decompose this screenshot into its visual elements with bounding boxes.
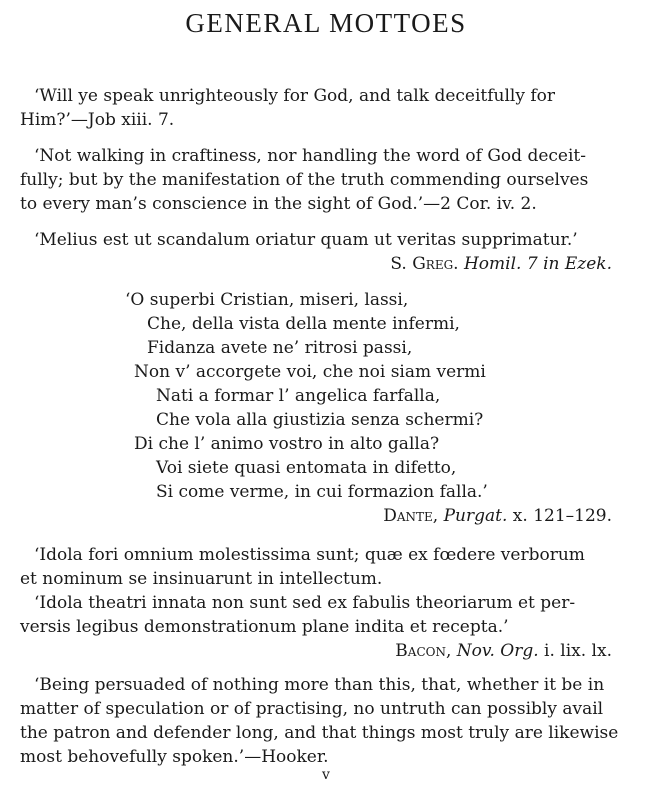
motto-job-line-1: ‘Will ye speak unrighteously for God, and talk deceitfully for — [34, 86, 556, 106]
dante-line-3: Fidanza avete ne’ ritrosi passi, — [147, 338, 413, 358]
motto-greg-quote: ‘Melius est ut scandalum oriatur quam ut veritas supprimatur.’ — [34, 230, 578, 250]
citation-bacon-work: Nov. Org. — [456, 641, 539, 661]
dante-line-2: Che, della vista della mente infermi, — [147, 314, 460, 334]
dante-line-7: Di che l’ animo vostro in alto galla? — [134, 434, 440, 454]
citation-gregory-author: S. Greg. — [390, 254, 459, 274]
motto-hooker — [20, 673, 636, 769]
motto-cor-line-3: to every man’s conscience in the sight of God.’—2 Cor. iv. 2. — [20, 194, 537, 214]
dante-line-8: Voi siete quasi entomata in difetto, — [156, 458, 457, 478]
citation-dante-author: Dante, — [383, 506, 439, 526]
motto-cor-line-1: ‘Not walking in craftiness, nor handling the word of God deceit- — [34, 146, 586, 166]
motto-bacon-line-4: versis legibus demonstrationum plane indita et recepta.’ — [20, 617, 509, 637]
dante-line-9: Si come verme, in cui formazion falla.’ — [156, 482, 488, 502]
motto-hooker-line-2: matter of speculation or of practising, no untruth can possibly avail — [20, 699, 604, 719]
motto-job — [20, 84, 636, 132]
motto-cor-line-2: fully; but by the manifestation of the truth commending ourselves — [20, 170, 589, 190]
motto-gregory — [20, 228, 636, 252]
citation-gregory-work: Homil. 7 in Ezek. — [463, 254, 612, 274]
citation-bacon-ref: i. lix. lx. — [544, 641, 612, 661]
citation-bacon — [395, 639, 612, 663]
citation-gregory — [390, 252, 612, 276]
citation-dante — [383, 504, 612, 528]
motto-bacon-line-2: et nominum se insinuarunt in intellectum. — [20, 569, 383, 589]
dante-line-1: ‘O superbi Cristian, miseri, lassi, — [125, 290, 409, 310]
motto-corinthians — [20, 144, 636, 216]
page-number: v — [322, 767, 330, 783]
citation-dante-ref: x. 121–129. — [512, 506, 612, 526]
dante-line-6: Che vola alla giustizia senza schermi? — [156, 410, 484, 430]
motto-hooker-line-1: ‘Being persuaded of nothing more than this, that, whether it be in — [34, 675, 605, 695]
motto-hooker-line-4: most behovefully spoken.’—Hooker. — [20, 747, 329, 767]
citation-bacon-author: Bacon, — [395, 641, 452, 661]
motto-bacon-line-3: ‘Idola theatri innata non sunt sed ex fabulis theoriarum et per- — [34, 593, 576, 613]
page-title: GENERAL MOTTOES — [185, 8, 467, 38]
motto-bacon — [20, 543, 636, 639]
motto-bacon-line-1: ‘Idola fori omnium molestissima sunt; quæ ex fœdere verborum — [34, 545, 585, 565]
dante-line-4: Non v’ accorgete voi, che noi siam vermi — [134, 362, 486, 382]
motto-job-line-2: Him?’—Job xiii. 7. — [20, 110, 175, 130]
motto-hooker-line-3: the patron and defender long, and that things most truly are likewise — [20, 723, 619, 743]
citation-dante-work: Purgat. — [443, 506, 508, 526]
dante-line-5: Nati a formar l’ angelica farfalla, — [156, 386, 441, 406]
